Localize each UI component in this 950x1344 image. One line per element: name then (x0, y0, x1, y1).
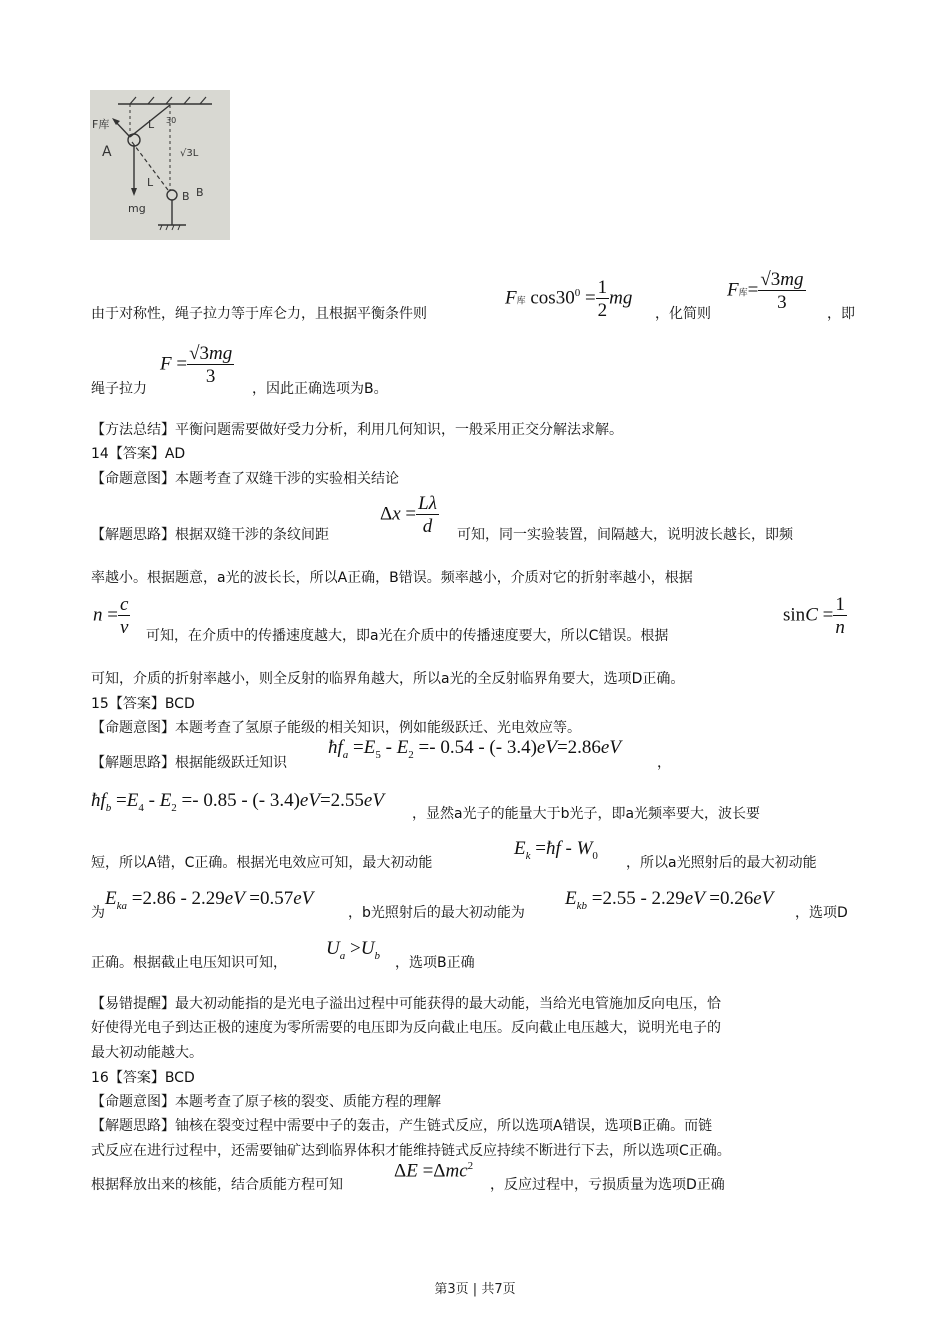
svg-text:B: B (196, 186, 204, 199)
q15-answer: 15【答案】BCD (91, 696, 195, 712)
svg-text:√3L: √3L (180, 148, 199, 159)
text-line: ，反应过程中，亏损质量为选项D正确 (490, 1177, 725, 1193)
force-diagram-icon (90, 90, 230, 240)
pitfall-line: 【易错提醒】最大初动能指的是光电子溢出过程中可能获得的最大动能，当给光电管施加反向电压，恰 (91, 996, 721, 1012)
text-line: 可知，在介质中的传播速度越大，即a光在介质中的传播速度要大，所以C错误。根据 (146, 628, 669, 644)
q14-intent: 【命题意图】本题考查了双缝干涉的实验相关结论 (91, 471, 399, 487)
formula-refractive-index: n = $\frac{c}{v}$ (93, 594, 129, 638)
text-line: 【解题思路】铀核在裂变过程中需要中子的轰击，产生链式反应，所以选项A错误，选项B正确。而链 (91, 1118, 713, 1134)
text-line: ，选项B正确 (395, 955, 475, 971)
formula-stopping-voltage: $U_a >U_b$ (326, 938, 380, 962)
svg-text:L: L (148, 118, 155, 131)
text-line: 率越小。根据题意，a光的波长长，所以A正确，B错误。频率越小，介质对它的折射率越小，根据 (91, 570, 693, 586)
force-diagram-figure (90, 90, 230, 240)
formula-coulomb-balance: F库 $\cos 30^0$ = $\frac{1}{2}$ mg (505, 277, 633, 321)
text-line: 正确。根据截止电压知识可知， (91, 955, 287, 971)
text-line: 【解题思路】根据双缝干涉的条纹间距 (91, 527, 329, 543)
q16-answer: 16【答案】BCD (91, 1070, 195, 1086)
text-line: 绳子拉力 (91, 381, 147, 397)
formula-ekb: $E_{kb} =2.55 - 2.29eV =0.26eV$ (565, 888, 774, 912)
method-summary: 【方法总结】平衡问题需要做好受力分析，利用几何知识，一般采用正交分解法求解。 (91, 422, 623, 438)
formula-mass-energy: ΔE =Δmc$^2$ (394, 1160, 474, 1182)
q16-intent: 【命题意图】本题考查了原子核的裂变、质能方程的理解 (91, 1094, 441, 1110)
svg-text:L: L (147, 176, 154, 189)
text-line: ，显然a光子的能量大于b光子，即a光频率要大，波长要 (412, 806, 761, 822)
formula-coulomb-simplified: F库= $\frac{√3mg}{3}$ (727, 269, 804, 313)
svg-text:30: 30 (166, 116, 177, 125)
text-line: 可知，介质的折射率越小，则全反射的临界角越大，所以a光的全反射临界角要大，选项D正确。 (91, 671, 685, 687)
pitfall-line: 好使得光电子到达正极的速度为零所需要的电压即为反向截止电压。反向截止电压越大，说明光电子的 (91, 1020, 721, 1036)
text-line: 为 (91, 905, 105, 921)
formula-fringe-spacing: Δx = $\frac{L\lambda}{d}$ (380, 493, 437, 537)
text-line: ，b光照射后的最大初动能为 (348, 905, 525, 921)
text-line: 可知，同一实验装置，间隔越大，说明波长越长，即频 (457, 527, 793, 543)
formula-critical-angle: sinC = $\frac{1}{n}$ (783, 594, 845, 638)
svg-text:B: B (182, 190, 190, 203)
text-line: 式反应在进行过程中，还需要铀矿达到临界体积才能维持链式反应持续不断进行下去，所以选项C正确。 (91, 1143, 731, 1159)
text-line: ，选项D (795, 905, 848, 921)
formula-eka: $E_{ka} =2.86 - 2.29eV =0.57eV$ (105, 888, 314, 912)
formula-max-kinetic-energy: $E_k$ =ħf - $W_0$ (514, 838, 598, 862)
svg-text:mg: mg (128, 202, 146, 215)
text-line: ，因此正确选项为B。 (252, 381, 388, 397)
q14-answer: 14【答案】AD (91, 446, 186, 462)
svg-text:A: A (102, 144, 112, 160)
text-line: 由于对称性，绳子拉力等于库仑力，且根据平衡条件则 (91, 306, 427, 322)
formula-photon-a: $ħf_a =E_5 - E_2 =- 0.54$ - (- 3.4)eV=2.86eV (328, 737, 621, 761)
text-line: 短，所以A错，C正确。根据光电效应可知，最大初动能 (91, 855, 433, 871)
svg-text:F库: F库 (92, 118, 110, 131)
pitfall-line: 最大初动能越大。 (91, 1045, 203, 1061)
text-line: 根据释放出来的核能，结合质能方程可知 (91, 1177, 343, 1193)
text-line: ，即 (827, 306, 855, 322)
text-line: ，所以a光照射后的最大初动能 (626, 855, 817, 871)
formula-photon-b: $ħf_b =E_4 - E_2 =- 0.85$ - (- 3.4)eV=2.55eV (91, 790, 384, 814)
page-footer: 第3页 | 共7页 (434, 1282, 516, 1297)
text-line: ，化简则 (655, 306, 711, 322)
text-line: ， (657, 755, 671, 771)
formula-tension: F = $\frac{√3mg}{3}$ (160, 343, 233, 387)
q15-intent: 【命题意图】本题考查了氢原子能级的相关知识，例如能级跃迁、光电效应等。 (91, 720, 581, 736)
text-line: 【解题思路】根据能级跃迁知识 (91, 755, 287, 771)
